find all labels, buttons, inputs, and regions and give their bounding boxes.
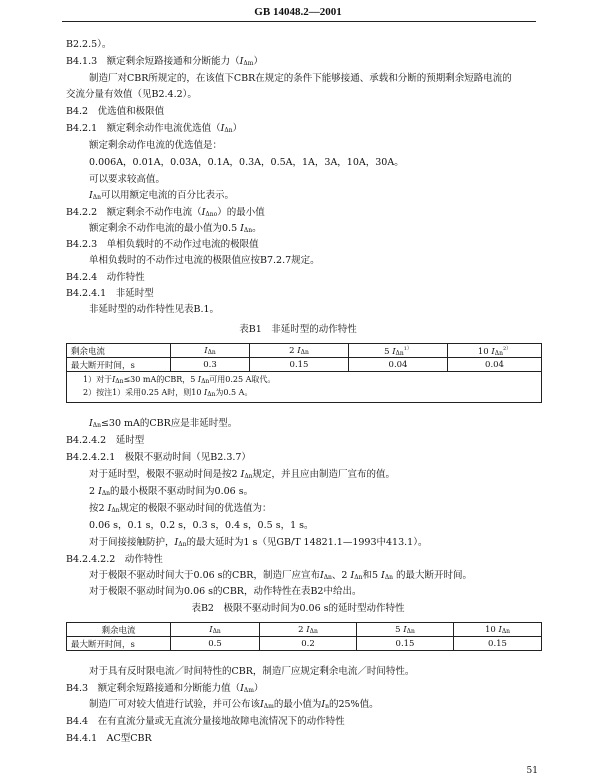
clause-b4-1-3: B4.1.3 额定剩余短路接通和分断能力（IΔm）: [66, 56, 263, 67]
table-notes: [67, 372, 542, 403]
text-line: IΔn可以用额定电流的百分比表示。: [89, 190, 234, 201]
clause-b4-2-4-1: B4.2.4.1 非延时型: [66, 288, 154, 299]
table-b1: [66, 343, 542, 403]
table-b2-title: 表B2 极限不驱动时间为0.06 s的延时型动作特性: [191, 603, 405, 614]
table-cell: 0.15: [250, 358, 349, 372]
table-cell: 最大断开时间，s: [67, 358, 171, 372]
text-line: 对于具有反时限电流／时间特性的CBR，制造厂应规定剩余电流／时间特性。: [89, 666, 415, 677]
text-line: 对于极限不驱动时间大于0.06 s的CBR，制造厂应宣布IΔn、2 IΔn和5 IΔn 的最大断开时间。: [89, 570, 473, 581]
header-rule: [62, 21, 536, 22]
clause-b4-2-1: B4.2.1 额定剩余动作电流优选值（IΔn）: [66, 123, 243, 134]
time-values: 0.06 s，0.1 s，0.2 s，0.3 s，0.4 s，0.5 s，1 s。: [89, 520, 314, 531]
clause-b4-4: B4.4 在有直流分量或无直流分量接地故障电流情况下的动作特性: [66, 716, 345, 727]
table-row: [67, 344, 542, 358]
table-cell: 剩余电流: [67, 344, 171, 358]
table-note-2: 2）按注1）采用0.25 A时，则10 IΔn为0.5 A。: [83, 388, 253, 398]
table-cell: 5 IΔn$^{1)}$: [349, 344, 448, 358]
table-cell: 2 IΔn: [260, 623, 357, 637]
clause-b4-2-2: B4.2.2 额定剩余不动作电流（IΔno）的最小值: [66, 207, 265, 218]
clause-b4-2-4-2: B4.2.4.2 延时型: [66, 435, 145, 446]
text-line: 额定剩余不动作电流的最小值为0.5 IΔn。: [89, 223, 262, 234]
text-line: 按2 IΔn规定的极限不驱动时间的优选值为：: [89, 503, 272, 514]
table-cell: 0.04: [448, 358, 542, 372]
table-cell: IΔn: [171, 623, 260, 637]
table-note-1: 1）对于IΔn≤30 mA的CBR，5 IΔn可用0.25 A取代。: [83, 375, 276, 385]
table-cell: 2 IΔn: [250, 344, 349, 358]
text-line: 制造厂可对较大值进行试验，并可公布该IΔm的最小值为In的25%值。: [89, 699, 379, 710]
table-cell: 0.5: [171, 637, 260, 651]
table-cell: 最大断开时间，s: [67, 637, 171, 651]
preferred-values: 0.006A，0.01A，0.03A，0.1A，0.3A，0.5A，1A，3A，10A，30A。: [89, 157, 404, 168]
clause-b4-2-4: B4.2.4 动作特性: [66, 272, 145, 283]
table-cell: 10 IΔn: [454, 623, 542, 637]
clause-b4-2: B4.2 优选值和极限值: [66, 106, 165, 117]
text-line: 对于延时型，极限不驱动时间是按2 IΔn规定，并且应由制造厂宣布的值。: [89, 469, 396, 480]
table-row: [67, 623, 542, 637]
table-cell: 0.3: [171, 358, 250, 372]
page-number: 51: [526, 766, 538, 776]
clause-b4-3: B4.3 额定剩余短路接通和分断能力值（IΔm）: [66, 683, 264, 694]
text-line: B2.2.5）。: [66, 39, 112, 50]
table-b2: [66, 622, 542, 651]
clause-b4-4-1: B4.4.1 AC型CBR: [66, 733, 152, 744]
text-line: 非延时型的动作特性见表B.1。: [89, 304, 220, 315]
table-row: [67, 358, 542, 372]
text-line: 2 IΔn的最小极限不驱动时间为0.06 s。: [89, 486, 254, 497]
clause-b4-2-4-2-2: B4.2.4.2.2 动作特性: [66, 554, 163, 565]
text-line: 对于间接接触防护，IΔn的最大延时为1 s（见GB/T 14821.1—1993中413.1）。: [89, 537, 428, 548]
table-row: [67, 637, 542, 651]
table-cell: 0.2: [260, 637, 357, 651]
table-cell: 0.04: [349, 358, 448, 372]
page-header: GB 14048.2—2001: [254, 6, 342, 18]
table-cell: 10 IΔn$^{2)}$: [448, 344, 542, 358]
text-line: 额定剩余动作电流的优选值是：: [89, 140, 223, 151]
text-line: IΔn≤30 mA的CBR应是非延时型。: [89, 418, 238, 429]
text-line: 单相负载时的不动作过电流的极限值应按B7.2.7规定。: [89, 255, 320, 266]
table-b1-title: 表B1 非延时型的动作特性: [239, 324, 357, 335]
text-line: 制造厂对CBR所规定的，在该值下CBR在规定的条件下能够接通、承载和分断的预期剩余短路电流的: [89, 73, 512, 84]
clause-b4-2-3: B4.2.3 单相负载时的不动作过电流的极限值: [66, 239, 259, 250]
text-line: 对于极限不驱动时间为0.06 s的CBR，动作特性在表B2中给出。: [89, 586, 362, 597]
table-cell: 5 IΔn: [357, 623, 454, 637]
text-line: 可以要求较高值。: [89, 174, 166, 185]
table-cell: 0.15: [357, 637, 454, 651]
text-line: 交流分量有效值（见B2.4.2）。: [66, 89, 197, 100]
table-cell: IΔn: [171, 344, 250, 358]
table-cell: 0.15: [454, 637, 542, 651]
table-cell: 剩余电流: [67, 623, 171, 637]
table-notes-row: [67, 372, 542, 403]
clause-b4-2-4-2-1: B4.2.4.2.1 极限不驱动时间（见B2.3.7）: [66, 452, 251, 463]
